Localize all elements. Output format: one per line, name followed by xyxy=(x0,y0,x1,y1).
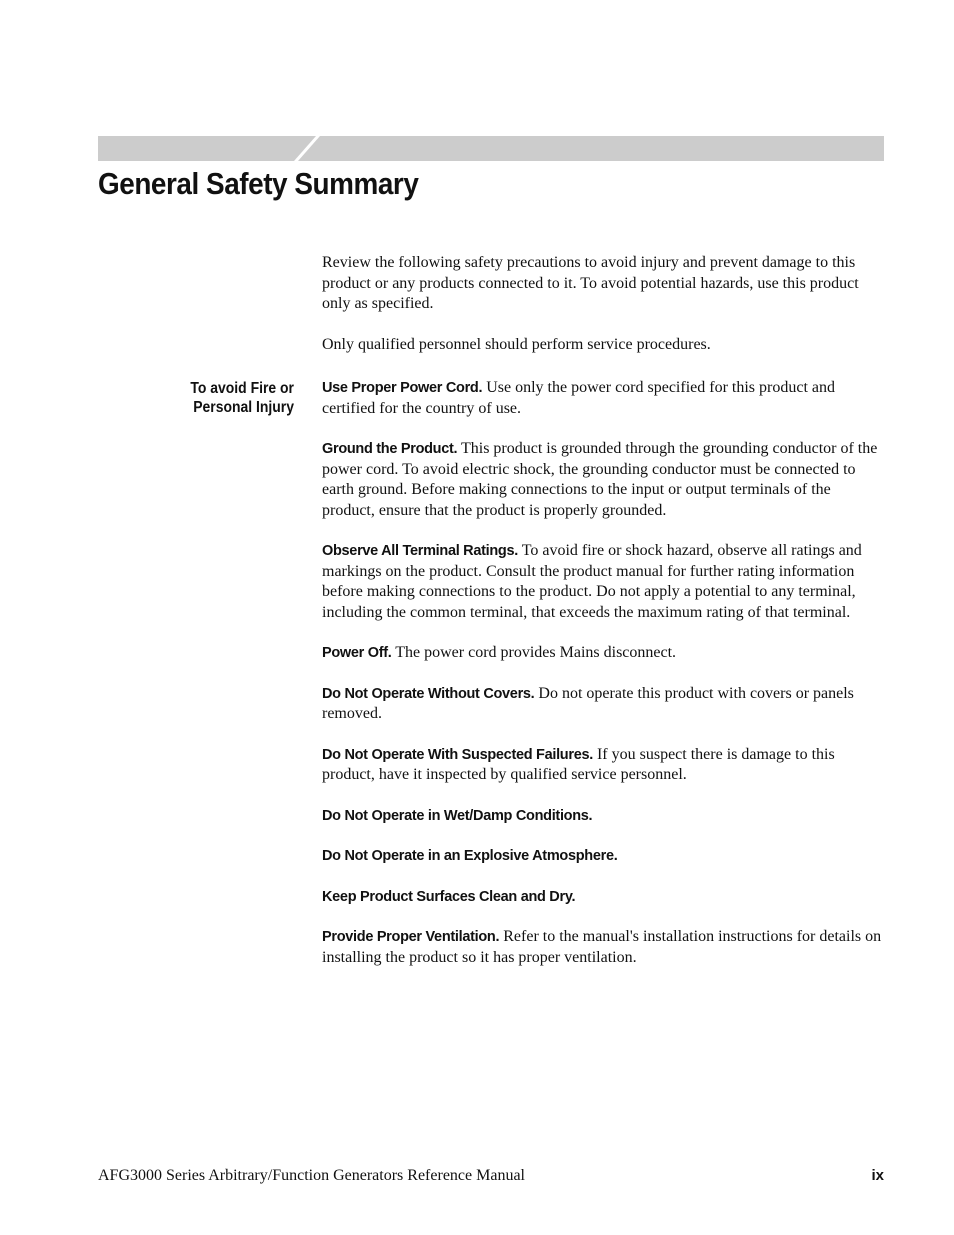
precaution-text: To avoid fire or shock hazard, observe all ratings and markings on the product. Consult the product manual for further rating information before making connections to the product. Do not apply a potential to any terminal, including the common terminal, that exceeds the maximum rating of that terminal. xyxy=(322,542,862,621)
footer-manual-title: AFG3000 Series Arbitrary/Function Generators Reference Manual xyxy=(98,1167,525,1184)
precaution-item xyxy=(322,846,886,867)
precautions-list xyxy=(322,378,886,988)
intro-paragraph: Review the following safety precautions to avoid injury and prevent damage to this product or any products connected to it. To avoid potential hazards, use this product only as specified. xyxy=(322,254,859,312)
precaution-title: Do Not Operate Without Covers. xyxy=(322,685,535,702)
intro-section xyxy=(322,253,886,375)
precaution-text: If you suspect there is damage to this product, have it inspected by qualified service personnel. xyxy=(322,745,835,783)
precaution-item xyxy=(322,643,886,664)
header-bar xyxy=(98,136,884,161)
precaution-item xyxy=(322,927,886,968)
precaution-title: Keep Product Surfaces Clean and Dry. xyxy=(322,888,576,905)
precaution-item xyxy=(322,378,886,419)
precaution-title: Provide Proper Ventilation. xyxy=(322,929,500,945)
header-bar-slash xyxy=(294,136,320,161)
precaution-item xyxy=(322,439,886,521)
precaution-text: This product is grounded through the grounding conductor of the power cord. To avoid electric shock, the grounding conductor must be connected to earth ground. Before making connections to the input or output terminals of the product, ensure that the product is properly grounded. xyxy=(322,440,878,519)
section-heading xyxy=(160,379,294,417)
precaution-text: Refer to the manual's installation instructions for details on installing the product so it has proper ventilation. xyxy=(322,928,882,966)
section-heading-line: Personal Injury xyxy=(193,399,294,416)
precaution-title: Power Off. xyxy=(322,645,392,661)
precaution-item xyxy=(322,806,886,827)
precaution-title: Do Not Operate in Wet/Damp Conditions. xyxy=(322,807,593,824)
intro-paragraph: Only qualified personnel should perform service procedures. xyxy=(322,335,711,353)
precaution-title: Observe All Terminal Ratings. xyxy=(322,543,518,559)
precaution-text: The power cord provides Mains disconnect. xyxy=(395,644,677,661)
precaution-item xyxy=(322,745,886,786)
precaution-text: Use only the power cord specified for this product and certified for the country of use. xyxy=(322,379,835,417)
precaution-text: Do not operate this product with covers or panels removed. xyxy=(322,684,854,722)
precaution-title: Do Not Operate in an Explosive Atmosphere. xyxy=(322,848,618,864)
page-title: General Safety Summary xyxy=(98,166,419,201)
precaution-title: Use Proper Power Cord. xyxy=(322,380,483,396)
precaution-title: Do Not Operate With Suspected Failures. xyxy=(322,746,593,763)
precaution-item xyxy=(322,887,886,908)
footer-page-number: ix xyxy=(871,1167,884,1184)
precaution-title: Ground the Product. xyxy=(322,441,458,457)
precaution-item xyxy=(322,684,886,725)
precaution-item xyxy=(322,541,886,623)
section-heading-line: To avoid Fire or xyxy=(190,380,294,397)
